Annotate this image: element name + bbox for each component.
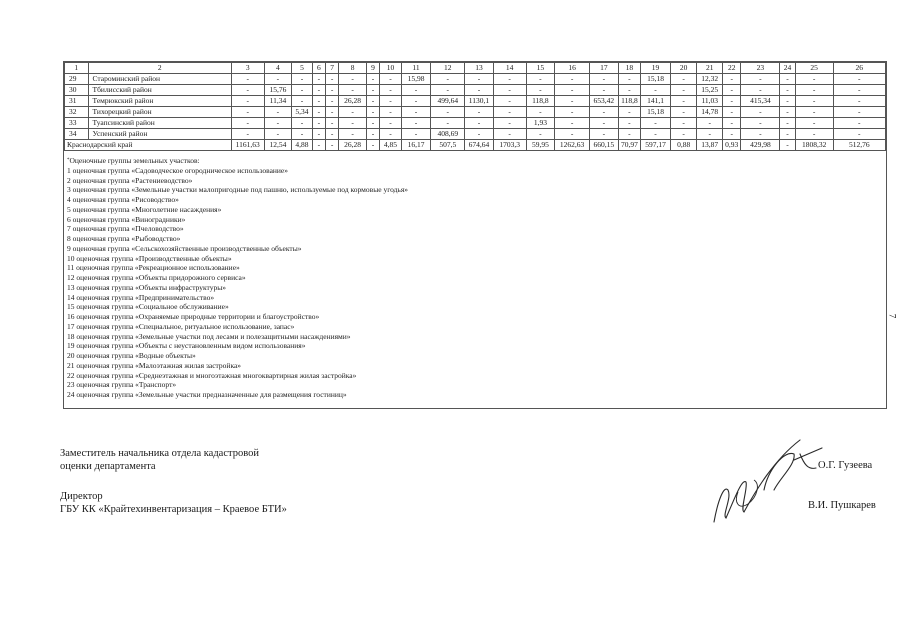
- table-cell: -: [741, 129, 780, 140]
- table-cell: -: [312, 74, 325, 85]
- table-cell: -: [493, 85, 526, 96]
- table-cell: 15,18: [641, 107, 671, 118]
- column-header: 9: [366, 63, 379, 74]
- column-header: 1: [65, 63, 89, 74]
- table-cell: -: [641, 129, 671, 140]
- row-number: 32: [65, 107, 89, 118]
- table-cell: -: [555, 107, 590, 118]
- table-cell: -: [325, 118, 338, 129]
- column-header: 23: [741, 63, 780, 74]
- table-cell: -: [741, 118, 780, 129]
- table-cell: -: [231, 129, 264, 140]
- table-cell: -: [431, 118, 465, 129]
- table-cell: -: [526, 74, 555, 85]
- table-cell: 15,25: [697, 85, 723, 96]
- table-cell: -: [493, 107, 526, 118]
- legend-item: 2 оценочная группа «Растениеводство»: [67, 175, 193, 185]
- legend-list: [67, 166, 667, 400]
- table-cell: -: [555, 96, 590, 107]
- total-cell: 13,87: [697, 140, 723, 151]
- column-header: 11: [401, 63, 431, 74]
- table-cell: -: [780, 129, 795, 140]
- table-cell: -: [780, 96, 795, 107]
- total-cell: 1808,32: [795, 140, 833, 151]
- total-cell: 26,28: [339, 140, 367, 151]
- table-cell: -: [325, 107, 338, 118]
- table-cell: -: [670, 129, 697, 140]
- table-cell: -: [723, 129, 741, 140]
- table-cell: -: [741, 85, 780, 96]
- table-cell: -: [670, 96, 697, 107]
- column-header: 7: [325, 63, 338, 74]
- table-cell: -: [292, 96, 312, 107]
- total-cell: -: [325, 140, 338, 151]
- table-cell: -: [555, 118, 590, 129]
- legend-item: 21 оценочная группа «Малоэтажная жилая застройка»: [67, 360, 242, 370]
- table-cell: -: [339, 129, 367, 140]
- table-cell: 415,34: [741, 96, 780, 107]
- table-cell: -: [292, 129, 312, 140]
- table-row: [65, 129, 886, 140]
- table-cell: -: [325, 85, 338, 96]
- table-cell: -: [401, 129, 431, 140]
- table-row: [65, 118, 886, 129]
- table-cell: -: [618, 74, 641, 85]
- total-cell: 674,64: [465, 140, 494, 151]
- column-header: 21: [697, 63, 723, 74]
- table-cell: -: [366, 107, 379, 118]
- table-cell: -: [231, 107, 264, 118]
- table-cell: -: [231, 74, 264, 85]
- table-cell: 118,8: [526, 96, 555, 107]
- table-cell: -: [590, 107, 619, 118]
- column-header: 6: [312, 63, 325, 74]
- table-cell: -: [697, 118, 723, 129]
- table-cell: 118,8: [618, 96, 641, 107]
- legend-item: 23 оценочная группа «Транспорт»: [67, 380, 177, 390]
- table-cell: 11,03: [697, 96, 723, 107]
- table-cell: -: [380, 96, 401, 107]
- table-cell: 499,64: [431, 96, 465, 107]
- table-row: [65, 107, 886, 118]
- column-header: 13: [465, 63, 494, 74]
- column-header: 17: [590, 63, 619, 74]
- report-sheet: [63, 61, 887, 409]
- table-cell: -: [780, 85, 795, 96]
- table-cell: -: [641, 85, 671, 96]
- director-name: В.И. Пушкарев: [808, 500, 876, 511]
- director-title: Директор ГБУ КК «Крайтехинвентаризация – Краевое БТИ»: [60, 491, 287, 515]
- table-cell: -: [264, 74, 292, 85]
- legend-item: 4 оценочная группа «Рисоводство»: [67, 195, 179, 204]
- table-cell: -: [312, 118, 325, 129]
- table-cell: 15,76: [264, 85, 292, 96]
- table-cell: -: [555, 74, 590, 85]
- legend-item: 18 оценочная группа «Земельные участки под лесами и полезащитными насаждениями»: [67, 331, 351, 341]
- page-side-mark: 7: [887, 313, 898, 319]
- legend: [67, 156, 667, 400]
- legend-item: 14 оценочная группа «Предпринимательство»: [67, 292, 215, 302]
- table-cell: -: [723, 118, 741, 129]
- table-cell: -: [401, 118, 431, 129]
- district-name: Тбилисский район: [88, 85, 231, 96]
- table-cell: -: [312, 107, 325, 118]
- table-cell: -: [312, 129, 325, 140]
- table-cell: -: [670, 107, 697, 118]
- table-cell: -: [401, 107, 431, 118]
- legend-item: 9 оценочная группа «Сельскохозяйственные производственные объекты»: [67, 243, 302, 253]
- table-cell: -: [555, 85, 590, 96]
- total-cell: 16,17: [401, 140, 431, 151]
- table-cell: -: [590, 129, 619, 140]
- legend-item: 15 оценочная группа «Социальное обслуживание»: [67, 302, 229, 312]
- table-cell: -: [325, 129, 338, 140]
- table-cell: -: [741, 74, 780, 85]
- total-cell: -: [780, 140, 795, 151]
- table-cell: -: [780, 74, 795, 85]
- table-cell: -: [431, 74, 465, 85]
- district-name: Туапсинский район: [88, 118, 231, 129]
- table-cell: 5,34: [292, 107, 312, 118]
- table-row: [65, 85, 886, 96]
- deputy-title: Заместитель начальника отдела кадастровой оценки департамента: [60, 448, 259, 472]
- table-cell: -: [339, 118, 367, 129]
- total-row: [65, 140, 886, 151]
- table-cell: -: [465, 107, 494, 118]
- table-cell: -: [833, 129, 885, 140]
- column-header: 20: [670, 63, 697, 74]
- total-cell: 12,54: [264, 140, 292, 151]
- table-cell: -: [366, 129, 379, 140]
- table-cell: -: [670, 74, 697, 85]
- column-header: 2: [88, 63, 231, 74]
- table-cell: -: [366, 85, 379, 96]
- column-header: 5: [292, 63, 312, 74]
- table-cell: -: [618, 118, 641, 129]
- column-header: 4: [264, 63, 292, 74]
- table-cell: -: [833, 118, 885, 129]
- table-cell: -: [795, 85, 833, 96]
- total-cell: -: [312, 140, 325, 151]
- legend-item: 20 оценочная группа «Водные объекты»: [67, 351, 196, 360]
- legend-item: 16 оценочная группа «Охраняемые природные территории и благоустройство»: [67, 312, 320, 321]
- column-header: 22: [723, 63, 741, 74]
- legend-item: 19 оценочная группа «Объекты с неустановленным видом использования»: [67, 341, 306, 351]
- table-cell: -: [339, 85, 367, 96]
- column-header: 24: [780, 63, 795, 74]
- total-cell: 59,95: [526, 140, 555, 151]
- table-cell: -: [493, 129, 526, 140]
- table-cell: -: [380, 129, 401, 140]
- table-cell: -: [325, 96, 338, 107]
- land-valuation-table: [64, 62, 886, 151]
- table-cell: 26,28: [339, 96, 367, 107]
- table-cell: -: [231, 96, 264, 107]
- table-cell: 15,98: [401, 74, 431, 85]
- table-cell: 408,69: [431, 129, 465, 140]
- table-cell: -: [366, 118, 379, 129]
- column-header: 18: [618, 63, 641, 74]
- legend-item: 8 оценочная группа «Рыбоводство»: [67, 234, 181, 243]
- table-cell: -: [795, 129, 833, 140]
- table-cell: 653,42: [590, 96, 619, 107]
- legend-item: 7 оценочная группа «Пчеловодство»: [67, 224, 184, 234]
- table-cell: -: [401, 85, 431, 96]
- table-cell: -: [795, 107, 833, 118]
- total-cell: 507,5: [431, 140, 465, 151]
- total-cell: 1161,63: [231, 140, 264, 151]
- row-number: 31: [65, 96, 89, 107]
- table-cell: -: [723, 107, 741, 118]
- row-number: 29: [65, 74, 89, 85]
- table-cell: -: [493, 118, 526, 129]
- total-cell: 4,85: [380, 140, 401, 151]
- table-cell: -: [618, 129, 641, 140]
- table-cell: -: [339, 74, 367, 85]
- header-row: [65, 63, 886, 74]
- table-cell: 11,34: [264, 96, 292, 107]
- district-name: Староминский район: [88, 74, 231, 85]
- table-cell: -: [264, 118, 292, 129]
- table-cell: -: [366, 96, 379, 107]
- table-cell: 12,32: [697, 74, 723, 85]
- table-cell: -: [833, 96, 885, 107]
- table-cell: -: [590, 85, 619, 96]
- legend-item: 5 оценочная группа «Многолетние насаждения»: [67, 204, 222, 214]
- legend-item: 22 оценочная группа «Среднеэтажная и многоэтажная многоквартирная жилая застройка»: [67, 370, 357, 380]
- table-cell: -: [465, 85, 494, 96]
- row-number: 30: [65, 85, 89, 96]
- column-header: 14: [493, 63, 526, 74]
- legend-item: 1 оценочная группа «Садоводческое огородническое использование»: [67, 165, 289, 175]
- table-cell: -: [526, 129, 555, 140]
- legend-item: 24 оценочная группа «Земельные участки предназначенные для размещения гостиниц»: [67, 390, 347, 399]
- table-cell: -: [590, 118, 619, 129]
- table-cell: -: [292, 118, 312, 129]
- table-cell: 1,93: [526, 118, 555, 129]
- legend-heading: *Оценочные группы земельных участков:: [67, 156, 200, 165]
- table-cell: -: [312, 96, 325, 107]
- table-cell: -: [723, 74, 741, 85]
- table-cell: -: [312, 85, 325, 96]
- table-cell: 15,18: [641, 74, 671, 85]
- total-cell: 4,88: [292, 140, 312, 151]
- table-cell: 1130,1: [465, 96, 494, 107]
- total-cell: 512,76: [833, 140, 885, 151]
- legend-item: 6 оценочная группа «Виноградники»: [67, 214, 186, 224]
- total-cell: -: [366, 140, 379, 151]
- table-row: [65, 96, 886, 107]
- table-cell: -: [670, 118, 697, 129]
- column-header: 15: [526, 63, 555, 74]
- table-cell: -: [465, 74, 494, 85]
- total-cell: 0,93: [723, 140, 741, 151]
- table-cell: -: [401, 96, 431, 107]
- table-cell: -: [795, 118, 833, 129]
- table-cell: -: [780, 118, 795, 129]
- column-header: 19: [641, 63, 671, 74]
- district-name: Успенский район: [88, 129, 231, 140]
- table-cell: -: [380, 107, 401, 118]
- legend-item: 12 оценочная группа «Объекты придорожного сервиса»: [67, 273, 246, 282]
- table-cell: -: [741, 107, 780, 118]
- table-cell: 141,1: [641, 96, 671, 107]
- district-name: Тихорецкий район: [88, 107, 231, 118]
- legend-item: 11 оценочная группа «Рекреационное использование»: [67, 263, 240, 273]
- table-cell: -: [465, 129, 494, 140]
- total-cell: 660,15: [590, 140, 619, 151]
- table-cell: -: [366, 74, 379, 85]
- table-cell: -: [264, 129, 292, 140]
- table-cell: -: [465, 118, 494, 129]
- total-cell: 1703,3: [493, 140, 526, 151]
- table-cell: -: [795, 74, 833, 85]
- legend-item: 10 оценочная группа «Производственные объекты»: [67, 253, 232, 263]
- total-label: Краснодарский край: [65, 140, 232, 151]
- table-cell: -: [380, 74, 401, 85]
- column-header: 16: [555, 63, 590, 74]
- table-cell: -: [380, 118, 401, 129]
- legend-item: 13 оценочная группа «Объекты инфраструктуры»: [67, 282, 227, 292]
- table-cell: -: [292, 85, 312, 96]
- legend-item: 3 оценочная группа «Земельные участки малопригодные под пашню, используемые под кормовые угодья»: [67, 185, 409, 195]
- table-cell: -: [292, 74, 312, 85]
- column-header: 25: [795, 63, 833, 74]
- handwritten-signature: [704, 430, 824, 530]
- table-cell: -: [780, 107, 795, 118]
- deputy-name: О.Г. Гузеева: [818, 460, 873, 471]
- table-cell: -: [431, 107, 465, 118]
- total-cell: 1262,63: [555, 140, 590, 151]
- table-cell: -: [493, 96, 526, 107]
- table-cell: -: [555, 129, 590, 140]
- column-header: 26: [833, 63, 885, 74]
- total-cell: 70,97: [618, 140, 641, 151]
- column-header: 3: [231, 63, 264, 74]
- table-cell: -: [723, 85, 741, 96]
- table-cell: -: [526, 107, 555, 118]
- table-cell: -: [493, 74, 526, 85]
- table-cell: -: [697, 129, 723, 140]
- table-cell: -: [325, 74, 338, 85]
- column-header: 10: [380, 63, 401, 74]
- table-cell: -: [526, 85, 555, 96]
- table-cell: -: [231, 118, 264, 129]
- row-number: 34: [65, 129, 89, 140]
- table-cell: -: [833, 74, 885, 85]
- table-cell: -: [590, 74, 619, 85]
- total-cell: 0,88: [670, 140, 697, 151]
- table-cell: -: [618, 85, 641, 96]
- table-row: [65, 74, 886, 85]
- table-cell: -: [231, 85, 264, 96]
- table-cell: 14,78: [697, 107, 723, 118]
- column-header: 12: [431, 63, 465, 74]
- table-cell: -: [670, 85, 697, 96]
- table-cell: -: [431, 85, 465, 96]
- total-cell: 429,98: [741, 140, 780, 151]
- district-name: Темрюкский район: [88, 96, 231, 107]
- table-cell: -: [380, 85, 401, 96]
- column-header: 8: [339, 63, 367, 74]
- table-cell: -: [618, 107, 641, 118]
- table-cell: -: [723, 96, 741, 107]
- table-cell: -: [641, 118, 671, 129]
- table-cell: -: [833, 107, 885, 118]
- table-cell: -: [339, 107, 367, 118]
- row-number: 33: [65, 118, 89, 129]
- legend-item: 17 оценочная группа «Специальное, ритуальное использование, запас»: [67, 321, 295, 331]
- table-cell: -: [833, 85, 885, 96]
- total-cell: 597,17: [641, 140, 671, 151]
- table-cell: -: [795, 96, 833, 107]
- table-cell: -: [264, 107, 292, 118]
